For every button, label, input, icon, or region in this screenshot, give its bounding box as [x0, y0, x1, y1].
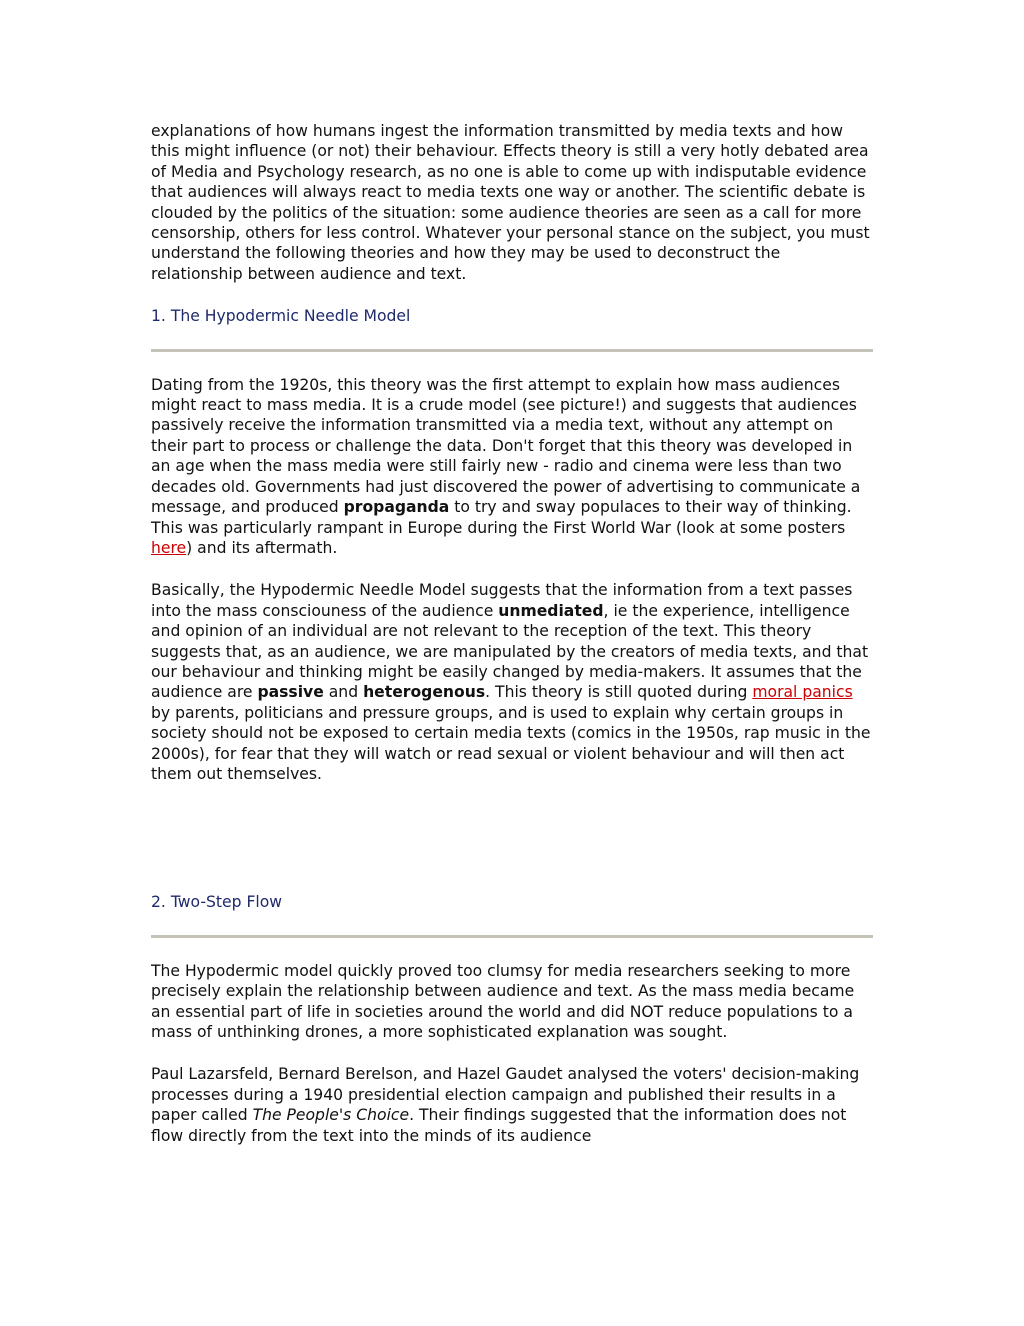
text-run: Paul Lazarsfeld, Bernard Berelson, and Hazel Gaudet analysed the voters' decision-making processes during a 1940 presidential election campaign and published their results in a paper called — [151, 1065, 860, 1125]
text-run: ) and its aftermath. — [186, 538, 338, 557]
bold-term-heterogenous: heterogenous — [363, 683, 486, 702]
bold-term-unmediated: unmediated — [498, 601, 604, 620]
paragraph-two-step-intro: The Hypodermic model quickly proved too clumsy for media researchers seeking to more precisely explain the relationship between audience and text. As the mass media became an essential part of life in societies around the world and did NOT reduce populations to a mass of unthinking drones, a more sophisticated explanation was sought. — [151, 961, 855, 1041]
document-page — [151, 121, 873, 1146]
text-run: by parents, politicians and pressure groups, and is used to explain why certain groups in society should not be exposed to certain media texts (comics in the 1950s, rap music in the 2000s), for fear that they will watch or read sexual or violent behaviour and will then act them out themselves. — [151, 703, 871, 783]
paragraph-hypodermic-summary — [151, 580, 873, 784]
text-run: to try and sway populaces to their way of thinking. This was particularly rampant in Europe during the First World War (look at some posters — [151, 498, 852, 537]
section-divider — [151, 349, 873, 352]
section-heading-hypodermic: 1. The Hypodermic Needle Model — [151, 307, 411, 326]
bold-term-passive: passive — [257, 683, 324, 702]
bold-term-propaganda: propaganda — [343, 498, 450, 517]
text-run: , ie the experience, intelligence and opinion of an individual are not relevant to the reception of the text. This theory suggests that, as an audience, we are manipulated by the creators of media texts, and that our behaviour and thinking might be easily changed by media-makers. It assumes that the audience are — [151, 601, 869, 702]
posters-link[interactable]: here — [151, 538, 187, 557]
section-divider — [151, 935, 873, 938]
italic-title-peoples-choice: The People's Choice — [252, 1106, 410, 1125]
paragraph-hypodermic-origin — [151, 375, 873, 559]
text-run: . This theory is still quoted during — [485, 683, 753, 702]
paragraph-lazarsfeld — [151, 1064, 873, 1146]
section-heading-two-step-flow: 2. Two-Step Flow — [151, 893, 283, 912]
text-run: Basically, the Hypodermic Needle Model suggests that the information from a text passes into the mass consciouness of the audience — [151, 581, 853, 620]
text-run: Dating from the 1920s, this theory was the first attempt to explain how mass audiences might react to mass media. It is a crude model (see picture!) and suggests that audiences passively receive the information transmitted via a media text, without any attempt on their part to process or challenge the data. Don't forget that this theory was developed in an age when the mass media were still fairly new - radio and cinema were less than two decades old. Governments had just discovered the power of advertising to communicate a message, and produced — [151, 375, 861, 517]
moral-panics-link[interactable]: moral panics — [752, 683, 853, 702]
text-run: and — [323, 683, 364, 702]
text-run: . Their findings suggested that the information does not flow directly from the text into the minds of its audience — [151, 1106, 847, 1145]
intro-paragraph: explanations of how humans ingest the information transmitted by media texts and how this might influence (or not) their behaviour. Effects theory is still a very hotly debated area of Media and Psychology research, as no one is able to come up with indisputable evidence that audiences will always react to media texts one way or another. The scientific debate is clouded by the politics of the situation: some audience theories are seen as a call for more censorship, others for less control. Whatever your personal stance on the subject, you must understand the following theories and how they may be used to deconstruct the relationship between audience and text. — [151, 122, 870, 283]
